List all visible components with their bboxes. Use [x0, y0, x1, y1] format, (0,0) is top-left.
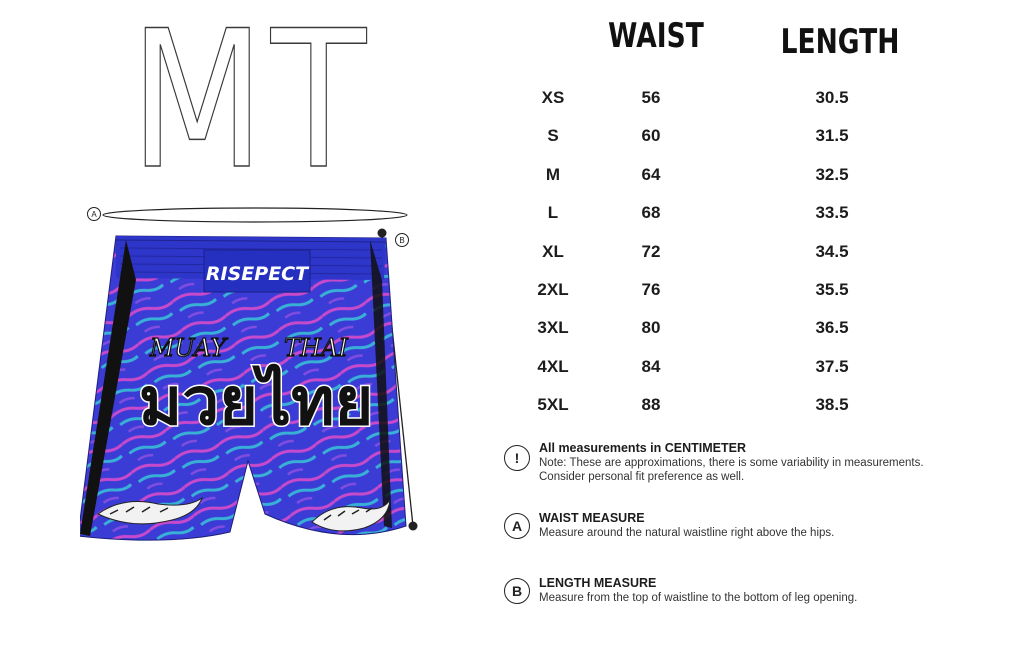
page-title: MT: [130, 0, 373, 211]
exclamation-icon: !: [504, 445, 530, 471]
header-waist: WAIST: [608, 16, 704, 56]
graphic-muay: MUAY: [149, 334, 227, 362]
size-cell: 5XL: [537, 395, 569, 415]
table-row: [510, 80, 910, 118]
note-units-line1: Note: These are approximations, there is some variability in measurements.: [539, 457, 924, 469]
length-cell: 34.5: [815, 241, 849, 261]
length-cell: 31.5: [815, 126, 849, 146]
graphic-thai-latin: THAI: [284, 334, 348, 362]
marker-b-icon: B: [504, 578, 530, 604]
table-row: [510, 118, 910, 156]
table-row: [510, 272, 910, 310]
table-row: [510, 310, 910, 348]
table-body: [510, 80, 910, 426]
waist-cell: 56: [641, 88, 661, 107]
table-row: [510, 387, 910, 425]
length-cell: 35.5: [815, 279, 849, 299]
brand-patch: [204, 250, 310, 292]
brand-logo-text: RISEPECT: [205, 263, 309, 285]
marker-a-icon: A: [504, 513, 530, 539]
note-waist-title: WAIST MEASURE: [539, 511, 645, 525]
size-cell: M: [545, 164, 561, 184]
size-cell: S: [547, 126, 559, 146]
waist-cell: 84: [641, 356, 661, 376]
table-row: [510, 195, 910, 233]
note-units-body: [539, 441, 959, 484]
size-cell: L: [547, 203, 559, 223]
waist-cell: 76: [641, 279, 661, 299]
length-cell: 36.5: [815, 318, 849, 338]
length-cell: 37.5: [815, 356, 849, 376]
note-units-title: All measurements in CENTIMETER: [539, 441, 746, 455]
note-length-text: Measure from the top of waistline to the bottom of leg opening.: [539, 592, 858, 604]
marker-b-label: B: [399, 236, 405, 245]
marker-b: [396, 234, 409, 247]
size-cell: XS: [541, 88, 565, 107]
size-cell: 2XL: [537, 279, 569, 299]
table-row: [510, 234, 910, 272]
note-length-body: [539, 576, 959, 605]
waist-cell: 68: [641, 203, 661, 223]
size-cell: XL: [542, 241, 564, 261]
note-length-title: LENGTH MEASURE: [539, 576, 657, 590]
table-row: [510, 157, 910, 195]
waist-cell: 64: [641, 164, 661, 184]
note-waist-body: [539, 511, 959, 540]
waist-cell: 88: [641, 395, 661, 415]
note-waist-text: Measure around the natural waistline right above the hips.: [539, 527, 835, 539]
graphic-thai-script: มวยไทย: [138, 363, 374, 440]
marker-a-label: A: [91, 210, 97, 219]
waist-cell: 72: [641, 241, 661, 261]
waist-cell: 80: [641, 318, 661, 338]
table-header: [510, 16, 910, 80]
length-cell: 33.5: [815, 203, 849, 223]
length-cell: 32.5: [815, 164, 849, 184]
header-length: LENGTH: [780, 22, 900, 62]
waist-cell: 60: [641, 126, 661, 146]
waist-measure-ring: [103, 208, 407, 222]
length-cell: 38.5: [815, 395, 849, 415]
length-cell: 30.5: [815, 88, 849, 107]
size-cell: 4XL: [537, 356, 569, 376]
size-table: [510, 16, 910, 426]
table-row: [510, 349, 910, 387]
shorts-diagram: [80, 196, 440, 566]
note-units-line2: Consider personal fit preference as well.: [539, 471, 745, 483]
marker-a: [88, 208, 101, 221]
size-cell: 3XL: [537, 318, 569, 338]
